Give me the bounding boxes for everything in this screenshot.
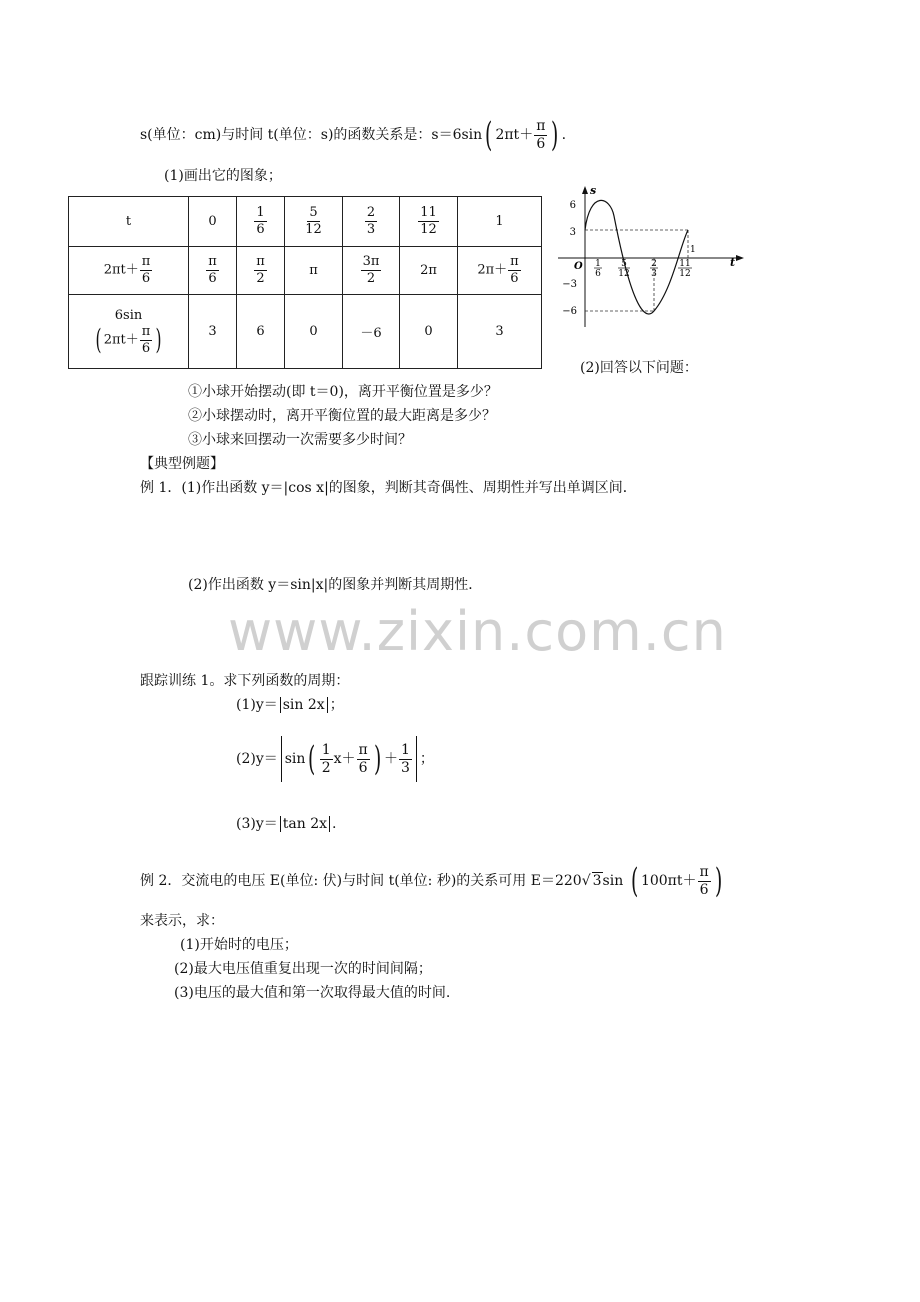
- svg-text:11: 11: [679, 259, 691, 269]
- question-item: ①小球开始摆动(即 t＝0)，离开平衡位置是多少？: [188, 384, 498, 400]
- table-cell: $\frac{\pi}{6}$: [189, 247, 237, 295]
- intro-tail: .: [561, 127, 567, 143]
- example-2-q3: (3)电压的最大值和第一次取得最大值的时间.: [174, 985, 451, 1001]
- y-axis-label: s: [590, 184, 597, 197]
- table-cell: 0: [400, 295, 458, 369]
- watermark: www.zixin.com.cn: [228, 600, 727, 663]
- x-tick-label: [594, 259, 602, 279]
- frac-den: 6: [536, 135, 546, 152]
- sub-question-1: (1)画出它的图象；: [164, 168, 282, 184]
- y-tick-label: 6: [569, 200, 576, 211]
- table-cell: $\frac{11}{12}$: [400, 197, 458, 247]
- table-cell: $\frac{2}{3}$: [343, 197, 400, 247]
- svg-text:2: 2: [651, 259, 657, 269]
- sine-graph: [550, 182, 750, 332]
- example-2-q2: (2)最大电压值重复出现一次的时间间隔；: [174, 961, 432, 977]
- table-head-t: t: [69, 197, 189, 247]
- svg-text:6: 6: [595, 269, 601, 279]
- training-title: 跟踪训练 1。求下列函数的周期：: [140, 673, 350, 689]
- example-2-q1: (1)开始时的电压；: [180, 937, 298, 953]
- training-item-3: (3)y＝ tan 2x .: [236, 816, 337, 832]
- x-axis-label: t: [730, 256, 736, 269]
- question-item: ②小球摆动时，离开平衡位置的最大距离是多少？: [188, 408, 496, 424]
- svg-text:3: 3: [651, 269, 657, 279]
- table-cell: 3: [458, 295, 542, 369]
- table-cell: $\frac{\pi}{2}$: [237, 247, 285, 295]
- example-2-line: 例 2．交流电的电压 E(单位: 伏)与时间 t(单位: 秒)的关系可用 E＝220√ 3sin ( 100πt＋ $\frac{\pi}{6}$ ): [140, 861, 722, 901]
- table-cell: $\frac{1}{6}$: [237, 197, 285, 247]
- section-title: 【典型例题】: [140, 456, 224, 472]
- table-head-value: 6sin ( 2πt＋ $\frac{\pi}{6}$ ): [69, 295, 189, 369]
- table-head-arg: 2πt＋ $\frac{\pi}{6}$: [69, 247, 189, 295]
- right-paren: ): [551, 115, 559, 155]
- table-cell: 1: [458, 197, 542, 247]
- svg-text:1: 1: [595, 259, 601, 269]
- svg-text:12: 12: [618, 269, 630, 279]
- question-item: ③小球来回摆动一次需要多少时间？: [188, 432, 412, 448]
- table-cell: 2π＋ $\frac{\pi}{6}$: [458, 247, 542, 295]
- end-label: 1: [690, 245, 696, 255]
- origin-label: O: [574, 261, 583, 272]
- training-item-2: (2)y＝ sin( $\frac{1}{2}$ x＋ $\frac{\pi}{6}$ ) ＋ $\frac{1}{3}$ ；: [236, 736, 434, 782]
- example-1-part-1: 例 1．(1)作出函数 y＝|cos x|的图象，判断其奇偶性、周期性并写出单调区间．: [140, 480, 637, 496]
- intro-line: [140, 115, 567, 155]
- example-1-part-2: (2)作出函数 y＝sin|x|的图象并判断其周期性．: [188, 577, 483, 593]
- y-tick-label: −6: [562, 306, 577, 317]
- table-cell: 2π: [400, 247, 458, 295]
- table-cell: 6: [237, 295, 285, 369]
- x-tick-label: [678, 259, 692, 279]
- svg-text:5: 5: [621, 259, 627, 269]
- training-item-1: (1)y＝ sin 2x ；: [236, 697, 344, 713]
- intro-text: s(单位：cm)与时间 t(单位：s)的函数关系是：s＝6sin: [140, 127, 483, 143]
- value-table: [68, 196, 542, 369]
- table-row: [69, 295, 542, 369]
- sub-question-2: (2)回答以下问题：: [580, 360, 698, 376]
- table-row: [69, 247, 542, 295]
- example-2-line-2: 来表示，求：: [140, 913, 224, 929]
- svg-text:12: 12: [679, 269, 691, 279]
- intro-fraction: [534, 119, 547, 151]
- table-cell: 0: [189, 197, 237, 247]
- table-cell: $\frac{3\pi}{2}$: [343, 247, 400, 295]
- table-cell: 3: [189, 295, 237, 369]
- frac-num: π: [536, 117, 546, 134]
- table-cell: π: [285, 247, 343, 295]
- intro-arg: 2πt＋: [495, 127, 534, 143]
- table-cell: 0: [285, 295, 343, 369]
- table-cell: －6: [343, 295, 400, 369]
- sine-curve: [585, 200, 691, 314]
- y-tick-label: 3: [569, 227, 576, 238]
- table-cell: $\frac{5}{12}$: [285, 197, 343, 247]
- y-axis: [582, 186, 588, 327]
- table-row: [69, 197, 542, 247]
- left-paren: (: [485, 115, 493, 155]
- y-tick-label: −3: [562, 279, 577, 290]
